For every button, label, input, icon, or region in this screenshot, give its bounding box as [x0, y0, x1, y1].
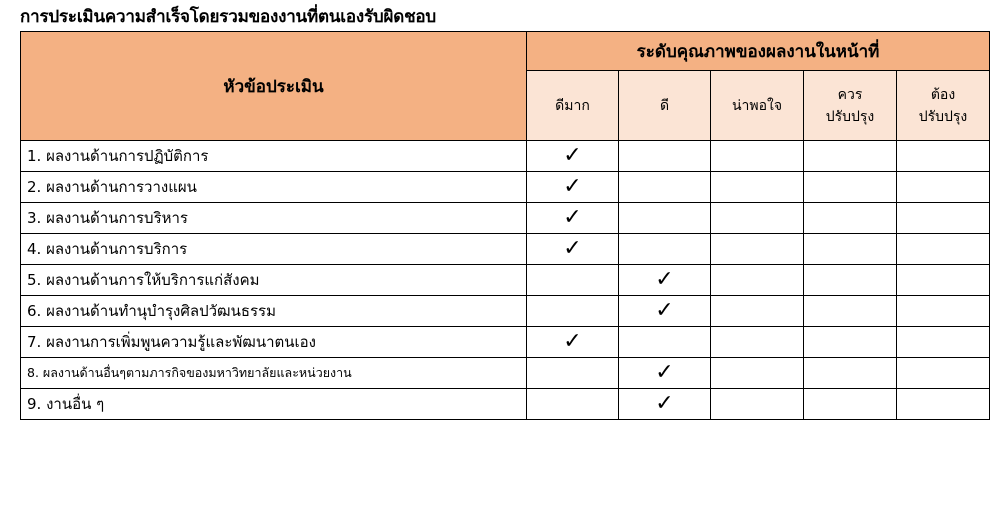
rating-cell: [711, 358, 804, 389]
level-header-line: ควร: [837, 86, 863, 103]
level-header-3: [711, 71, 804, 141]
rating-cell: [711, 234, 804, 265]
rating-cell: [711, 327, 804, 358]
rating-cell: [711, 141, 804, 172]
rating-cell: [527, 296, 619, 327]
rating-cell: [897, 296, 990, 327]
rating-cell: [804, 296, 897, 327]
rating-cell: [711, 265, 804, 296]
rating-cell: [619, 358, 711, 389]
row-label: 6. ผลงานด้านทำนุบำรุงศิลปวัฒนธรรม: [21, 296, 527, 327]
level-header-line: ต้อง: [930, 86, 956, 103]
quality-group-header: ระดับคุณภาพของผลงานในหน้าที่: [527, 32, 990, 71]
level-header-2: [619, 71, 711, 141]
rating-cell: [527, 327, 619, 358]
rating-cell: [804, 172, 897, 203]
rating-cell: [711, 203, 804, 234]
rating-cell: [619, 296, 711, 327]
row-label: 5. ผลงานด้านการให้บริการแก่สังคม: [21, 265, 527, 296]
level-header-line: น่าพอใจ: [731, 97, 783, 114]
level-header-5: [897, 71, 990, 141]
row-label: 4. ผลงานด้านการบริการ: [21, 234, 527, 265]
rating-cell: [619, 141, 711, 172]
table-row: [21, 265, 990, 296]
table-row: [21, 389, 990, 420]
rating-cell: [804, 141, 897, 172]
table-row: [21, 296, 990, 327]
rating-cell: [897, 327, 990, 358]
rating-cell: [527, 172, 619, 203]
rating-cell: [619, 265, 711, 296]
table-row: [21, 327, 990, 358]
rating-cell: [804, 358, 897, 389]
rating-cell: [711, 296, 804, 327]
rating-cell: [897, 265, 990, 296]
level-header-line: ดีมาก: [555, 97, 590, 114]
rating-cell: [804, 327, 897, 358]
rating-cell: [711, 389, 804, 420]
rating-cell: [527, 389, 619, 420]
page-title: การประเมินความสำเร็จโดยรวมของงานที่ตนเองรับผิดชอบ: [20, 7, 437, 27]
table-row: [21, 234, 990, 265]
rating-cell: [527, 265, 619, 296]
rating-cell: [711, 172, 804, 203]
rating-cell: [527, 203, 619, 234]
rating-cell: [619, 172, 711, 203]
table-row: [21, 172, 990, 203]
rating-cell: [619, 203, 711, 234]
rating-cell: [804, 203, 897, 234]
row-label: 8. ผลงานด้านอื่นๆตามภารกิจของมหาวิทยาลัยและหน่วยงาน: [21, 358, 527, 389]
level-header-line: ปรับปรุง: [918, 108, 968, 125]
rating-cell: [527, 358, 619, 389]
checkmark-icon: ✓: [563, 236, 582, 261]
rating-cell: [619, 389, 711, 420]
evaluation-table: [20, 31, 990, 420]
level-header-4: [804, 71, 897, 141]
rating-cell: [897, 172, 990, 203]
checkmark-icon: ✓: [655, 298, 674, 323]
table-row: [21, 358, 990, 389]
rating-cell: [897, 141, 990, 172]
rating-cell: [527, 141, 619, 172]
rating-cell: [804, 389, 897, 420]
level-header-1: [527, 71, 619, 141]
rating-cell: [527, 234, 619, 265]
checkmark-icon: ✓: [563, 329, 582, 354]
rating-cell: [804, 265, 897, 296]
checkmark-icon: ✓: [563, 143, 582, 168]
rating-cell: [897, 203, 990, 234]
rating-cell: [619, 327, 711, 358]
rating-cell: [897, 389, 990, 420]
topic-header: หัวข้อประเมิน: [21, 32, 527, 141]
rating-cell: [804, 234, 897, 265]
rating-cell: [897, 358, 990, 389]
row-label: 1. ผลงานด้านการปฏิบัติการ: [21, 141, 527, 172]
level-header-line: ปรับปรุง: [825, 108, 875, 125]
checkmark-icon: ✓: [655, 391, 674, 416]
level-header-line: ดี: [659, 97, 670, 114]
table-row: [21, 141, 990, 172]
row-label: 2. ผลงานด้านการวางแผน: [21, 172, 527, 203]
checkmark-icon: ✓: [563, 174, 582, 199]
rating-cell: [619, 234, 711, 265]
checkmark-icon: ✓: [655, 267, 674, 292]
checkmark-icon: ✓: [563, 205, 582, 230]
row-label: 9. งานอื่น ๆ: [21, 389, 527, 420]
rating-cell: [897, 234, 990, 265]
table-row: [21, 203, 990, 234]
row-label: 3. ผลงานด้านการบริหาร: [21, 203, 527, 234]
checkmark-icon: ✓: [655, 360, 674, 385]
row-label: 7. ผลงานการเพิ่มพูนความรู้และพัฒนาตนเอง: [21, 327, 527, 358]
